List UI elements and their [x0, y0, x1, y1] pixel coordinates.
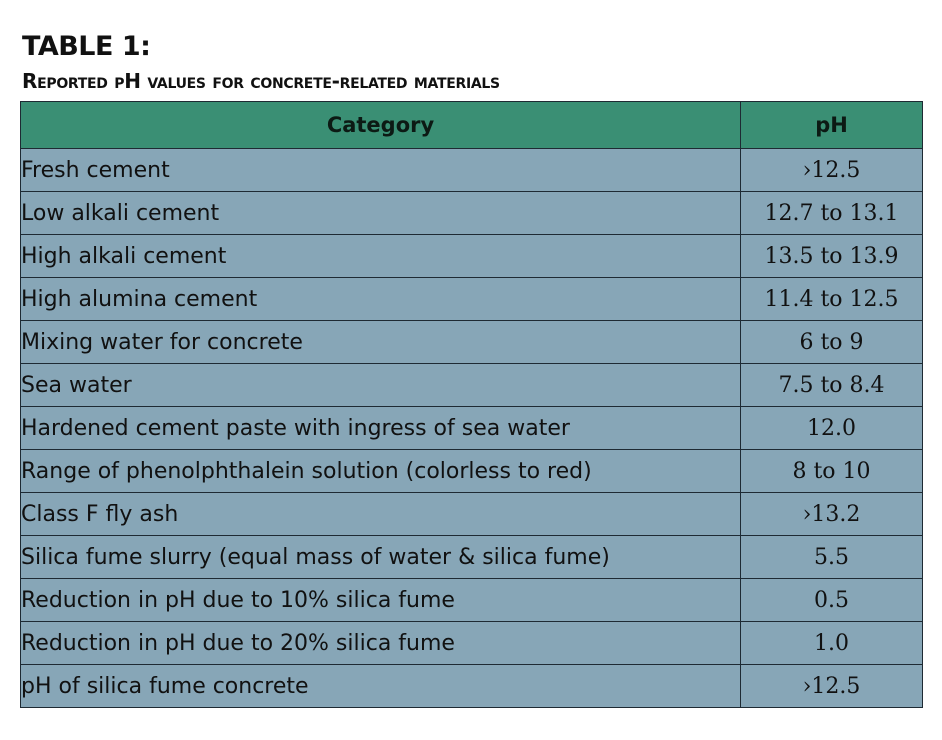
category-cell: High alkali cement: [21, 235, 741, 278]
ph-value-cell: 12.0: [741, 407, 923, 450]
category-cell: Class F fly ash: [21, 493, 741, 536]
category-cell: Range of phenolphthalein solution (colorless to red): [21, 450, 741, 493]
table-row: [21, 407, 923, 450]
category-cell: Hardened cement paste with ingress of sea water: [21, 407, 741, 450]
ph-value-cell: 8 to 10: [741, 450, 923, 493]
ph-value-cell: ›13.2: [741, 493, 923, 536]
ph-value-cell: 7.5 to 8.4: [741, 364, 923, 407]
category-cell: Sea water: [21, 364, 741, 407]
ph-value-cell: 0.5: [741, 579, 923, 622]
column-header-category: Category: [21, 102, 741, 149]
category-cell: High alumina cement: [21, 278, 741, 321]
ph-value-cell: ›12.5: [741, 665, 923, 708]
table-row: [21, 579, 923, 622]
table-row: [21, 278, 923, 321]
category-cell: Low alkali cement: [21, 192, 741, 235]
table-row: [21, 192, 923, 235]
table-row: [21, 665, 923, 708]
table-title: TABLE 1:: [22, 31, 151, 62]
category-cell: Reduction in pH due to 20% silica fume: [21, 622, 741, 665]
table-header-row: [21, 102, 923, 149]
column-header-ph: pH: [741, 102, 923, 149]
table-row: [21, 450, 923, 493]
table-row: [21, 235, 923, 278]
ph-value-cell: ›12.5: [741, 149, 923, 192]
table-row: [21, 536, 923, 579]
ph-value-cell: 1.0: [741, 622, 923, 665]
ph-value-cell: 13.5 to 13.9: [741, 235, 923, 278]
table-subtitle: Reported pH values for concrete-related materials: [22, 69, 500, 93]
ph-value-cell: 5.5: [741, 536, 923, 579]
category-cell: Reduction in pH due to 10% silica fume: [21, 579, 741, 622]
category-cell: Mixing water for concrete: [21, 321, 741, 364]
category-cell: pH of silica fume concrete: [21, 665, 741, 708]
ph-value-cell: 12.7 to 13.1: [741, 192, 923, 235]
table-row: [21, 622, 923, 665]
category-cell: Fresh cement: [21, 149, 741, 192]
ph-value-cell: 6 to 9: [741, 321, 923, 364]
table-row: [21, 493, 923, 536]
ph-values-table: [20, 101, 923, 708]
table-row: [21, 364, 923, 407]
ph-value-cell: 11.4 to 12.5: [741, 278, 923, 321]
category-cell: Silica fume slurry (equal mass of water & silica fume): [21, 536, 741, 579]
table-row: [21, 149, 923, 192]
table-row: [21, 321, 923, 364]
